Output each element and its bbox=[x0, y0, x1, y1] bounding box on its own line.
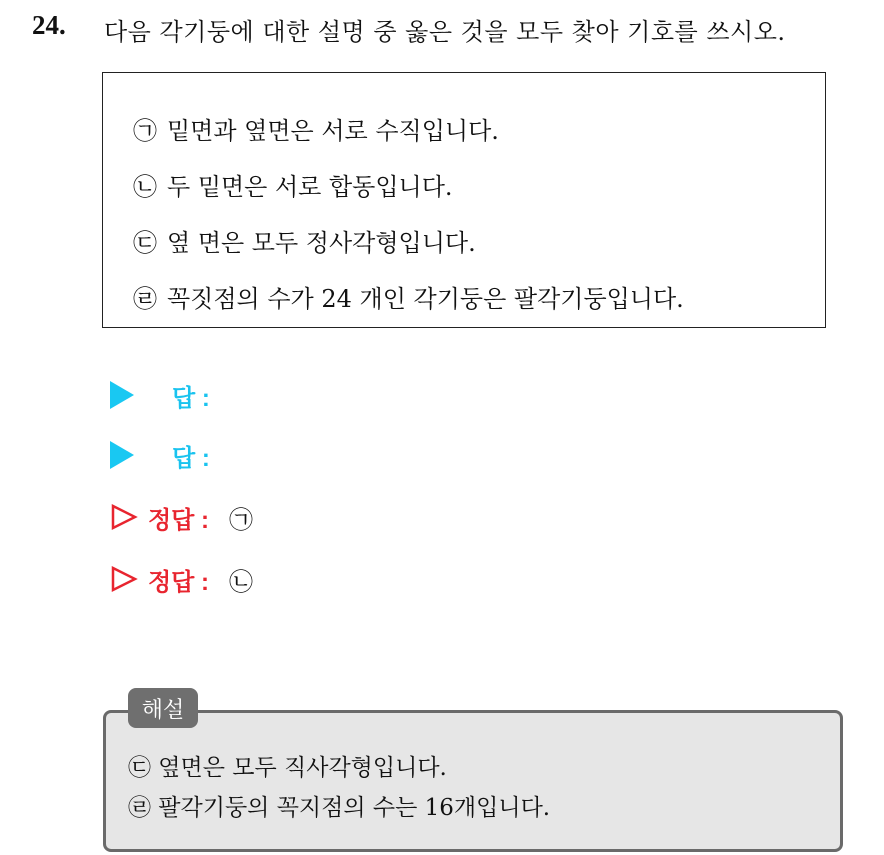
correct-answer-row bbox=[110, 562, 253, 596]
answer-label: 답 : bbox=[172, 444, 210, 472]
explanation-line: ㉢ 옆면은 모두 직사각형입니다. bbox=[128, 755, 447, 781]
choice-symbol: ㉠ bbox=[133, 117, 157, 145]
question-text: 다음 각기둥에 대한 설명 중 옳은 것을 모두 찾아 기호를 쓰시오. bbox=[104, 18, 786, 46]
answer-row bbox=[110, 378, 210, 412]
choice-item bbox=[133, 223, 476, 258]
choice-symbol: ㉣ bbox=[133, 285, 157, 313]
answer-row bbox=[110, 438, 210, 472]
choices-box bbox=[102, 72, 826, 328]
choice-symbol: ㉡ bbox=[133, 173, 157, 201]
choice-item bbox=[133, 279, 684, 314]
choice-item bbox=[133, 111, 499, 146]
explanation-line: ㉣ 팔각기둥의 꼭지점의 수는 16개입니다. bbox=[128, 795, 551, 821]
choice-text: 꼭짓점의 수가 24 개인 각기둥은 팔각기둥입니다. bbox=[167, 285, 684, 313]
correct-answer-row bbox=[110, 500, 253, 534]
play-triangle-icon bbox=[110, 441, 134, 469]
explanation-box bbox=[103, 710, 843, 852]
question-number: 24. bbox=[32, 10, 66, 40]
correct-answer-label: 정답 : bbox=[148, 506, 210, 534]
answer-label: 답 : bbox=[172, 384, 210, 412]
correct-answer-label: 정답 : bbox=[148, 568, 210, 596]
choice-text: 밑면과 옆면은 서로 수직입니다. bbox=[167, 117, 499, 145]
choice-symbol: ㉢ bbox=[133, 229, 157, 257]
correct-answer-value: ㉠ bbox=[229, 505, 254, 534]
correct-answer-value: ㉡ bbox=[229, 567, 254, 596]
choice-text: 옆 면은 모두 정사각형입니다. bbox=[167, 229, 476, 257]
play-triangle-icon bbox=[110, 381, 134, 409]
explanation-tab: 해설 bbox=[128, 688, 198, 728]
choice-item bbox=[133, 167, 453, 202]
outline-triangle-icon bbox=[110, 565, 138, 593]
choice-text: 두 밑면은 서로 합동입니다. bbox=[167, 173, 453, 201]
outline-triangle-icon bbox=[110, 503, 138, 531]
